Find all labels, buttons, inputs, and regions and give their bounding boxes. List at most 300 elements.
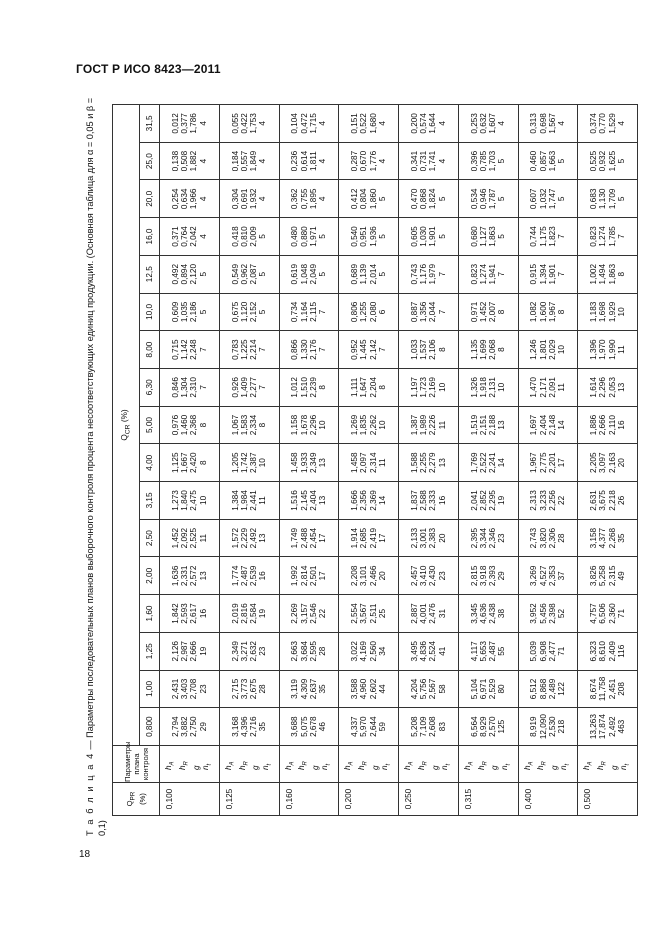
qcr-header-symbol: Q [120,434,130,441]
param-values-cell [578,331,638,369]
param-value: 1,387 [409,414,419,436]
param-value: 1,680 [368,113,378,134]
param-value: 37 [557,571,567,581]
param-value: 0,396 [469,150,479,172]
param-value: 17,874 [598,714,608,740]
param-value: 2,666 [598,414,608,436]
param-value: 1,801 [538,339,548,360]
param-value: 2,313 [529,490,539,511]
param-values-cell [219,142,279,180]
param-value: 2,431 [170,678,180,700]
param-values-cell [399,595,459,633]
param-value: 2,148 [547,414,557,436]
param-value: 2,353 [547,565,557,587]
param-values-cell [219,105,279,143]
param-values-cell [160,368,220,406]
param-value: 0,418 [230,226,240,247]
param-value: 2,306 [547,527,557,549]
param-value: 0,574 [419,113,429,134]
param-value: 1,990 [607,339,617,360]
param-values-cell [399,218,459,256]
param-value: 2,675 [249,678,259,700]
param-value: 0,304 [230,188,240,210]
param-values-cell [160,632,220,670]
param-value: 1,519 [469,414,479,436]
param-value: 0,823 [589,226,599,247]
param-value: 3,022 [350,641,360,662]
param-value: 80 [497,684,507,694]
param-value: 2,488 [299,527,309,549]
param-value: 2,029 [547,339,557,360]
param-value: 2,815 [469,565,479,587]
param-values-cell [279,482,339,520]
param-value: 1,494 [598,263,608,285]
param-value: 19 [198,646,208,656]
param-values-cell [219,519,279,557]
param-value: 16 [616,420,626,430]
param-values-cell [578,180,638,218]
qcr-column-header: 20,0 [140,180,160,218]
param-value: 3,588 [350,678,360,700]
param-value: 5 [318,234,328,239]
param-values-cell [458,105,518,143]
qcr-header [113,105,140,746]
param-value: 1,971 [308,226,318,247]
param-value: 1,886 [589,414,599,436]
param-value: 2,588 [419,490,429,511]
param-value: 4 [198,196,208,202]
param-values-cell [279,708,339,746]
param-value: 3,918 [478,565,488,587]
param-value: 6,323 [589,641,599,662]
param-values-cell [578,444,638,482]
param-value: 13 [318,495,328,505]
param-value: 0,254 [170,188,180,210]
param-value: 1,979 [428,263,438,285]
param-value: 5 [198,309,208,315]
param-value: 2,476 [428,603,438,624]
param-value: 2,530 [547,716,557,737]
param-value: 2,053 [607,377,617,398]
param-value: 4 [318,158,328,164]
param-values-cell [219,557,279,595]
param-value: 1,644 [428,113,438,134]
param-value: 0,138 [170,150,180,172]
param-value: 2,120 [189,263,199,285]
table-row [458,105,518,816]
param-value: 2,393 [488,565,498,587]
param-value: 5,653 [478,641,488,662]
param-value: 2,356 [359,490,369,511]
param-values-cell [458,482,518,520]
param-value: 1,663 [547,150,557,172]
param-value: 3,952 [529,603,539,624]
param-value: 0,857 [538,150,548,172]
param-value: 2,617 [189,603,199,624]
param-value: 8 [318,385,328,390]
param-value: 0,377 [180,113,190,134]
param-value: 1,458 [290,452,300,473]
param-value: 1,860 [368,188,378,210]
param-value: 1,914 [350,527,360,549]
param-value: 2,987 [180,641,190,662]
param-value: 3,826 [589,565,599,587]
param-value: 1,811 [308,151,318,172]
param-value: 2,255 [419,452,429,473]
param-values-cell [578,406,638,444]
param-values-cell [219,406,279,444]
qcr-column-header: 3,15 [140,482,160,520]
param-value: 2,296 [308,414,318,436]
landscape-content [78,86,661,846]
param-values-cell [518,142,578,180]
param-value: 2,487 [488,641,498,662]
param-value: 1,901 [547,263,557,285]
param-value: 0,770 [598,113,608,134]
param-value: 3,168 [230,716,240,737]
param-value: 3,495 [409,641,419,662]
param-value: 2,019 [230,603,240,624]
param-value: 5 [258,309,268,315]
param-value: 10 [198,495,208,505]
qcr-column-header: 12,5 [140,255,160,293]
document-header: ГОСТ Р ИСО 8423—2011 [76,62,221,76]
qcr-header-sub: CR [124,424,132,435]
param-value: 1,445 [359,339,369,360]
param-value: 2,644 [368,716,378,737]
param-values-cell [518,444,578,482]
param-value: 0,810 [239,226,249,247]
param-value: 2,409 [607,641,617,662]
qcr-column-header: 1,00 [140,670,160,708]
param-name-hA: $h_A$ [283,761,296,770]
param-value: 14 [377,495,387,505]
param-value: 1,273 [170,490,180,511]
param-values-cell [399,142,459,180]
qpr-value: 0,100 [160,783,220,816]
param-value: 0,887 [409,301,419,323]
param-value: 1,698 [598,301,608,323]
param-value: 5,039 [529,641,539,662]
param-value: 2,529 [488,678,498,700]
param-value: 2,430 [428,565,438,587]
param-values-cell [399,255,459,293]
table-caption-label: Т а б л и ц а 4 [85,752,95,836]
param-value: 1,697 [529,414,539,436]
param-values-cell [518,519,578,557]
param-value: 1,776 [368,150,378,172]
param-value: 2,176 [308,339,318,360]
param-value: 1,753 [249,113,259,134]
param-value: 8 [198,460,208,466]
param-value: 2,404 [538,414,548,436]
param-value: 2,631 [589,490,599,511]
param-value: 8 [377,385,387,390]
table-row [219,105,279,816]
param-value: 0,731 [419,150,429,172]
param-value: 58 [437,684,447,694]
param-values-cell [279,293,339,331]
param-value: 11 [557,383,567,392]
param-value: 3,675 [598,490,608,511]
param-value: 2,041 [469,490,479,511]
param-value: 3,882 [180,716,190,737]
param-value: 3,097 [598,452,608,473]
param-value: 13 [616,382,626,392]
param-value: 3,269 [529,565,539,587]
param-value: 2,201 [547,452,557,473]
param-value: 2,163 [607,452,617,473]
param-name-g: g [430,765,440,770]
param-value: 0,362 [290,188,300,210]
param-values-cell [518,368,578,406]
param-value: 2,133 [409,527,419,549]
param-value: 2,477 [547,641,557,662]
param-values-cell [219,632,279,670]
param-value: 2,151 [478,414,488,436]
param-value: 2,171 [538,377,548,398]
param-value: 0,287 [350,150,360,172]
param-value: 1,967 [547,301,557,323]
param-value: 3,410 [419,565,429,587]
param-value: 1,274 [598,226,608,247]
param-value: 46 [318,722,328,732]
param-value: 0,472 [299,113,309,134]
param-value: 3,119 [290,679,300,699]
param-value: 2,816 [239,603,249,624]
param-value: 8,919 [529,716,539,737]
param-value: 10 [497,382,507,392]
param-values-cell [219,331,279,369]
qcr-column-header: 10,0 [140,293,160,331]
param-value: 1,120 [239,301,249,323]
param-value: 7 [437,309,447,315]
param-values-cell [339,632,399,670]
param-values-cell [339,142,399,180]
param-value: 1,614 [589,377,599,398]
param-value: 2,256 [547,490,557,511]
param-value: 0,683 [589,188,599,210]
param-value: 4,169 [359,641,369,662]
param-value: 5 [437,234,447,239]
param-value: 1,703 [488,150,498,172]
param-value: 0,557 [239,150,249,172]
param-value: 7,109 [419,716,429,737]
param-value: 4 [198,121,208,126]
param-values-cell [219,255,279,293]
param-value: 4,836 [419,641,429,662]
param-value: 1,932 [249,188,259,210]
param-value: 2,708 [189,678,199,700]
param-value: 5 [258,271,268,277]
qpr-value: 0,250 [399,783,459,816]
param-value: 1,918 [478,377,488,398]
qcr-column-header: 1,60 [140,595,160,633]
param-values-cell [399,331,459,369]
page-number: 18 [79,849,91,860]
param-values-cell [160,105,220,143]
param-value: 59 [377,722,387,732]
param-value: 2,110 [607,415,617,435]
param-value: 5 [377,271,387,277]
qcr-column-header: 5,00 [140,406,160,444]
param-value: 1,933 [299,452,309,473]
param-values-cell [279,368,339,406]
param-value: 0,783 [230,339,240,360]
param-value: 10 [377,420,387,430]
param-values-cell [160,331,220,369]
param-value: 7 [198,385,208,390]
param-value: 2,666 [189,641,199,662]
param-values-cell [219,670,279,708]
param-value: 1,183 [589,301,599,323]
param-value: 0,976 [170,414,180,436]
param-value: 1,984 [239,490,249,511]
param-value: 1,840 [180,490,190,511]
param-value: 2,042 [189,226,199,247]
param-value: 0,971 [469,301,479,323]
param-values-cell [578,218,638,256]
param-names [279,746,339,783]
param-values-cell [578,708,638,746]
param-values-cell [339,519,399,557]
param-value: 2,277 [249,377,259,398]
param-value: 0,055 [230,113,240,134]
param-value: 2,315 [607,565,617,587]
param-value: 1,837 [409,490,419,511]
param-value: 13 [258,533,268,543]
qpr-header [113,783,160,816]
param-name-hR: $h_R$ [177,761,190,770]
param-values-cell [339,331,399,369]
param-values-cell [339,368,399,406]
param-value: 2,333 [428,490,438,511]
param-value: 5 [616,196,626,202]
param-name-nt: $n_t$ [260,763,273,770]
param-value: 5 [557,196,567,202]
param-value: 4 [318,196,328,202]
param-value: 1,636 [170,565,180,587]
param-value: 23 [198,684,208,694]
param-value: 19 [497,495,507,505]
param-value: 5 [557,158,567,164]
param-value: 2,262 [368,414,378,436]
param-value: 0,806 [350,301,360,323]
param-value: 3,157 [299,603,309,624]
param-values-cell [458,218,518,256]
param-value: 16 [258,571,268,581]
param-values-cell [279,519,339,557]
param-value: 28 [318,646,328,656]
param-value: 2,794 [170,716,180,737]
param-value: 2,226 [428,414,438,436]
param-name-hA: $h_A$ [164,761,176,770]
param-value: 0,619 [290,263,300,285]
param-value: 2,716 [249,716,259,737]
param-value: 0,868 [419,188,429,210]
param-value: 3,344 [478,527,488,549]
param-value: 0,962 [239,263,249,285]
param-value: 0,680 [469,226,479,247]
param-value: 17 [377,533,387,543]
qcr-column-header: 1,25 [140,632,160,670]
param-value: 1,164 [299,301,309,323]
param-value: 0,634 [180,188,190,210]
param-values-cell [339,670,399,708]
param-value: 8 [497,309,507,315]
param-value: 0,744 [529,226,539,247]
param-values-cell [399,670,459,708]
qcr-column-header: 6,30 [140,368,160,406]
param-value: 17 [557,458,567,468]
param-value: 0,549 [230,263,240,285]
param-value: 23 [437,571,447,581]
param-value: 1,394 [538,263,548,285]
param-value: 0,675 [230,301,240,323]
param-value: 11 [377,458,387,467]
param-value: 1,139 [359,263,369,285]
param-value: 4,377 [598,527,608,549]
param-value: 1,197 [409,377,419,398]
qcr-column-header-row [140,105,160,816]
param-value: 35 [616,533,626,543]
param-value: 2,369 [368,490,378,511]
param-value: 1,176 [419,263,429,285]
param-value: 0,932 [598,150,608,172]
param-name-g: g [191,765,201,770]
param-value: 5,104 [469,678,479,700]
param-value: 0,951 [359,226,369,247]
param-values-cell [279,142,339,180]
param-value: 1,747 [547,188,557,210]
param-value: 3,403 [180,678,190,700]
param-name-hA: $h_A$ [223,761,236,770]
param-values-cell [518,180,578,218]
param-value: 2,715 [230,678,240,700]
param-value: 0,698 [538,113,548,134]
qcr-column-header: 0,800 [140,708,160,746]
qpr-header-symbol: Q [125,800,135,807]
param-value: 2,205 [589,452,599,473]
param-value: 218 [557,719,567,734]
param-value: 0,253 [469,113,479,134]
param-value: 5 [258,234,268,239]
param-value: 0,614 [299,150,309,172]
param-value: 28 [557,533,567,543]
qpr-header-unit: (%) [137,793,147,805]
param-value: 1,835 [359,414,369,436]
param-value: 0,525 [589,150,599,172]
param-value: 0,785 [478,150,488,172]
param-value: 1,111 [350,377,360,397]
param-values-cell [160,142,220,180]
param-name-nt: $n_t$ [200,763,213,770]
param-value: 0,946 [478,188,488,210]
param-value: 6,908 [538,641,548,662]
param-value: 2,080 [368,301,378,323]
param-value: 2,334 [249,414,259,436]
param-value: 2,595 [308,641,318,662]
param-value: 0,540 [350,226,360,247]
param-values-cell [279,632,339,670]
param-name-g: g [311,765,321,770]
param-value: 208 [616,682,626,696]
param-value: 4 [557,121,567,126]
param-value: 1,175 [538,226,548,247]
param-value: 1,012 [290,377,300,398]
param-value: 1,666 [350,490,360,511]
param-value: 10 [318,420,328,430]
